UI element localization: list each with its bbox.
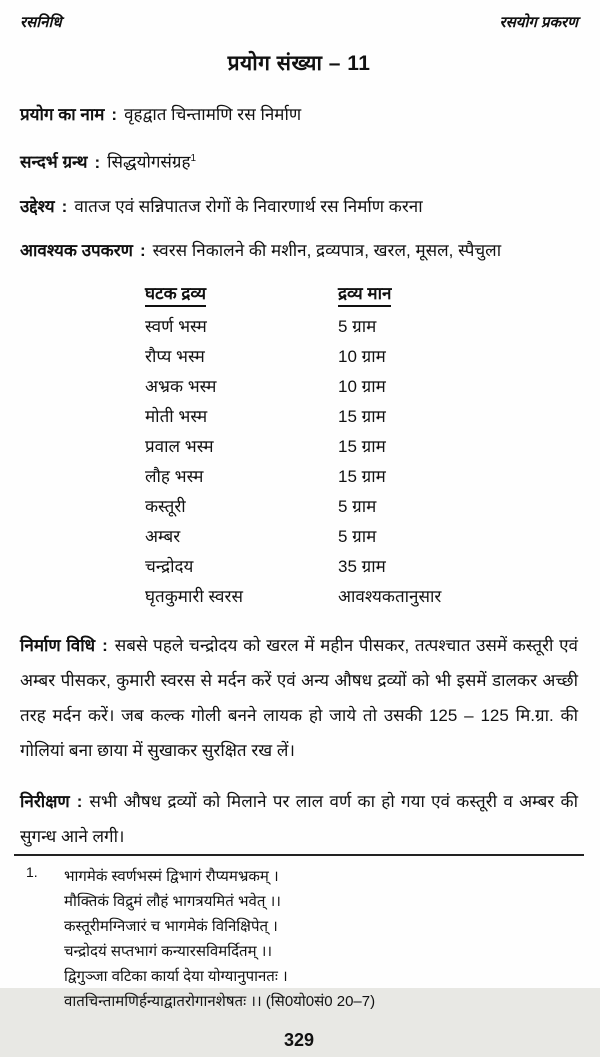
- ingredient-quantity: 10 ग्राम: [338, 376, 386, 396]
- table-row: [145, 342, 578, 372]
- ingredient-quantity: 5 ग्राम: [338, 496, 377, 516]
- table-header-ingredient: घटक द्रव्य: [145, 279, 338, 309]
- footnote-verse-line: द्विगुञ्जा वटिका कार्या देया योग्यानुपानतः ।: [64, 967, 288, 985]
- field-prayog-naam: [20, 103, 578, 127]
- table-row: [145, 492, 578, 522]
- paragraph-text: सभी औषध द्रव्यों को मिलाने पर लाल वर्ण का हो गया एवं कस्तूरी व अम्बर की सुगन्ध आने लगी।: [20, 791, 578, 846]
- ingredient-name: अम्बर: [145, 526, 181, 546]
- field-value: सिद्धयोगसंग्रह: [107, 152, 191, 172]
- ingredient-name: स्वर्ण भस्म: [145, 316, 207, 336]
- running-header: [20, 12, 578, 32]
- footnote-verses: [64, 864, 375, 1014]
- field-uddeshya: [20, 195, 578, 219]
- ingredient-name: अभ्रक भस्म: [145, 376, 217, 396]
- paragraph-label: निर्माण विधि: [20, 635, 96, 655]
- header-section-title: रसयोग प्रकरण: [499, 14, 578, 31]
- ingredient-quantity: 15 ग्राम: [338, 436, 386, 456]
- table-row: [145, 552, 578, 582]
- field-value: स्वरस निकालने की मशीन, द्रव्यपात्र, खरल, मूसल, स्पैचुला: [152, 240, 502, 260]
- table-row: [145, 312, 578, 342]
- field-separator: :: [61, 196, 68, 216]
- ingredient-name: कस्तूरी: [145, 496, 186, 516]
- table-row: [145, 462, 578, 492]
- footnote-verse-line: भागमेकं स्वर्णभस्मं द्विभागं रौप्यमभ्रकम् ।: [64, 867, 279, 885]
- footnote-number: 1.: [26, 863, 38, 880]
- table-row: [145, 582, 578, 612]
- paragraph-separator: :: [76, 791, 83, 811]
- footnote-reference-mark: 1: [190, 153, 197, 164]
- table-header-quantity: द्रव्य मान: [338, 279, 578, 309]
- footnote-verse-line: चन्द्रोदयं सप्तभागं कन्यारसविमर्दितम् ।।: [64, 942, 273, 960]
- field-label: उद्देश्य: [20, 196, 55, 216]
- paragraph-separator: :: [102, 635, 108, 655]
- field-label: आवश्यक उपकरण: [20, 240, 133, 260]
- field-separator: :: [111, 105, 118, 124]
- paragraph-label: निरीक्षण: [20, 791, 70, 811]
- table-row: [145, 432, 578, 462]
- paragraph-text: सबसे पहले चन्द्रोदय को खरल में महीन पीसकर, तत्पश्चात उसमें कस्तूरी एवं अम्बर पीसकर, कुमारी स्वरस से मर्दन करें एवं अन्य औषध द्रव्यों को भी इसमें डालकर अच्छी तरह मर्दन करें। जब कल्क गोली बनने लायक हो जाये तो उसकी 125 – 125 मि.ग्रा. की गोलियां बना छाया में सुखाकर सुरक्षित रख लें।: [20, 635, 579, 760]
- ingredient-quantity: 15 ग्राम: [338, 466, 386, 486]
- field-label: प्रयोग का नाम: [20, 105, 105, 124]
- page-title: प्रयोग संख्या – 11: [227, 52, 371, 75]
- ingredient-quantity: 5 ग्राम: [338, 316, 377, 336]
- field-sandarbh-granth: [20, 147, 578, 175]
- ingredient-name: लौह भस्म: [145, 466, 204, 486]
- field-separator: :: [139, 240, 146, 260]
- ingredient-name: चन्द्रोदय: [145, 556, 194, 576]
- header-book-title: रसनिधि: [20, 14, 62, 31]
- preparation-method-paragraph: [20, 628, 578, 768]
- observation-paragraph: [20, 784, 578, 854]
- ingredient-name: रौप्य भस्म: [145, 346, 205, 366]
- footnote-verse-line: वातचिन्तामणिर्हन्याद्वातरोगानशेषतः ।। (सि0यो0सं0 20–7): [64, 992, 376, 1010]
- footnote-divider: [14, 854, 584, 856]
- ingredient-quantity: आवश्यकतानुसार: [338, 586, 442, 606]
- ingredient-name: घृतकुमारी स्वरस: [145, 586, 243, 606]
- ingredient-quantity: 15 ग्राम: [338, 406, 386, 426]
- footnote-verse-line: कस्तूरीमग्निजारं च भागमेकं विनिक्षिपेत् ।: [64, 917, 278, 935]
- ingredients-table: [145, 279, 578, 612]
- table-row: [145, 402, 578, 432]
- footnote-verse-line: मौक्तिकं विद्रुमं लौहं भागत्रयमितं भवेत् ।।: [64, 892, 281, 910]
- table-row: [145, 372, 578, 402]
- ingredient-name: मोती भस्म: [145, 406, 208, 426]
- footnote-block: [20, 854, 578, 1057]
- ingredient-name: प्रवाल भस्म: [145, 436, 214, 456]
- ingredient-quantity: 5 ग्राम: [338, 526, 377, 546]
- ingredient-quantity: 35 ग्राम: [338, 556, 386, 576]
- field-value: वृहद्वात चिन्तामणि रस निर्माण: [124, 105, 302, 124]
- ingredient-quantity: 10 ग्राम: [338, 346, 386, 366]
- field-separator: :: [94, 152, 101, 172]
- footnote: [20, 864, 578, 1014]
- table-row: [145, 522, 578, 552]
- field-value: वातज एवं सन्निपातज रोगों के निवारणार्थ रस निर्माण करना: [74, 196, 423, 216]
- field-label: सन्दर्भ ग्रन्थ: [20, 152, 88, 172]
- table-header-row: [145, 279, 578, 309]
- page-number: 329: [283, 1029, 315, 1050]
- field-avashyak-upkaran: [20, 239, 578, 263]
